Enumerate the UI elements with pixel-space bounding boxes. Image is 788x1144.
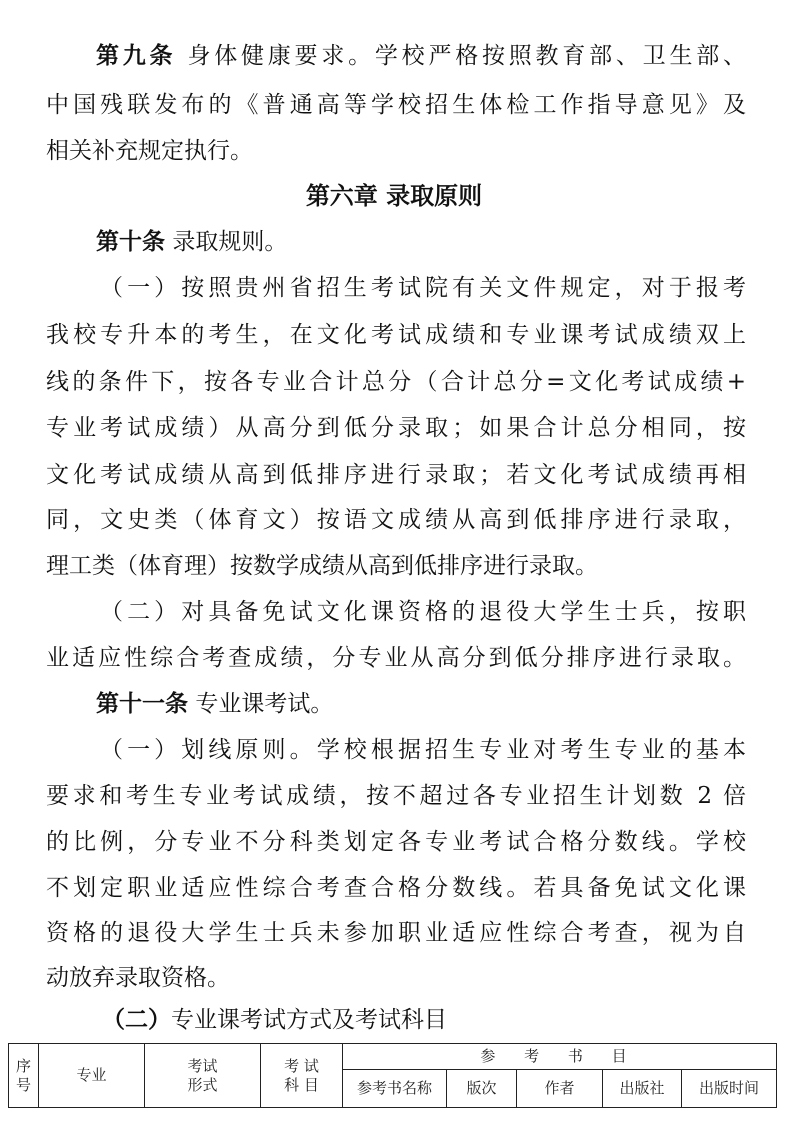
article11-item2-label: （二） — [102, 1007, 171, 1033]
article10-item1-line-7: 理工类（体育理）按数学成绩从高到低排序进行录取。 — [46, 553, 598, 579]
header-publish-date: 出版时间 — [682, 1070, 777, 1108]
header-edition: 版次 — [447, 1070, 517, 1108]
article10-item1-line-5: 文化考试成绩从高到低排序进行录取；若文化考试成绩再相 — [46, 462, 746, 488]
article11-item2-text: 专业课考试方式及考试科目 — [171, 1007, 447, 1033]
article10-item1-line-4: 专业考试成绩）从高分到低分录取；如果合计总分相同，按 — [46, 415, 746, 441]
reference-books-table — [8, 1043, 777, 1108]
article11-item1-line-3: 的比例，分专业不分科类划定各专业考试合格分数线。学校 — [46, 829, 746, 855]
table-header-row-1 — [9, 1044, 777, 1070]
article11-item2-heading — [102, 1000, 447, 1040]
article10-item1-line-3: 线的条件下，按各专业合计总分（合计总分=文化考试成绩+ — [46, 369, 746, 395]
article10-item1-line-6: 同，文史类（体育文）按语文成绩从高到低排序进行录取， — [46, 507, 746, 533]
article11-heading-line — [96, 684, 746, 724]
article11-item1-line-1: （一）划线原则。学校根据招生专业对考生专业的基本 — [100, 737, 746, 763]
header-exam-form: 考试形式 — [145, 1044, 261, 1108]
article11-title: 专业课考试。 — [195, 691, 334, 717]
header-book-title: 参考书名称 — [343, 1070, 447, 1108]
header-author: 作者 — [517, 1070, 603, 1108]
article9-text-1: 身体健康要求。学校严格按照教育部、卫生部、 — [187, 43, 747, 69]
article11-item1-line-5: 资格的退役大学生士兵未参加职业适应性综合考查，视为自 — [46, 920, 746, 946]
header-exam-subject: 考 试 科 目 — [261, 1044, 343, 1108]
article10-heading-line — [96, 222, 746, 262]
article10-item2-line-2: 业适应性综合考查成绩，分专业从高分到低分排序进行录取。 — [46, 645, 746, 671]
header-index: 序号 — [9, 1044, 39, 1108]
article11-item1-line-4: 不划定职业适应性综合考查合格分数线。若具备免试文化课 — [46, 875, 746, 901]
article11-item1-line-2: 要求和考生专业考试成绩，按不超过各专业招生计划数 2 倍 — [46, 783, 746, 809]
header-reference-books: 参 考 书 目 — [343, 1044, 777, 1070]
article9-line-2: 中国残联发布的《普通高等学校招生体检工作指导意见》及 — [46, 92, 746, 118]
header-major: 专业 — [39, 1044, 145, 1108]
header-publisher: 出版社 — [603, 1070, 682, 1108]
article11-item1-line-6: 动放弃录取资格。 — [46, 965, 230, 991]
article10-item1-line-2: 我校专升本的考生，在文化考试成绩和专业课考试成绩双上 — [46, 322, 746, 348]
article9-heading: 第九条 — [96, 43, 177, 69]
article10-item2-line-1: （二）对具备免试文化课资格的退役大学生士兵，按职 — [100, 599, 746, 625]
article11-heading: 第十一条 — [96, 691, 188, 717]
chapter-title: 第六章 录取原则 — [305, 182, 483, 210]
article10-heading: 第十条 — [96, 229, 165, 255]
article9-line-3: 相关补充规定执行。 — [46, 138, 253, 164]
article9-line-1 — [96, 36, 746, 76]
article10-title: 录取规则。 — [172, 229, 288, 255]
article10-item1-line-1: （一）按照贵州省招生考试院有关文件规定，对于报考 — [100, 275, 746, 301]
